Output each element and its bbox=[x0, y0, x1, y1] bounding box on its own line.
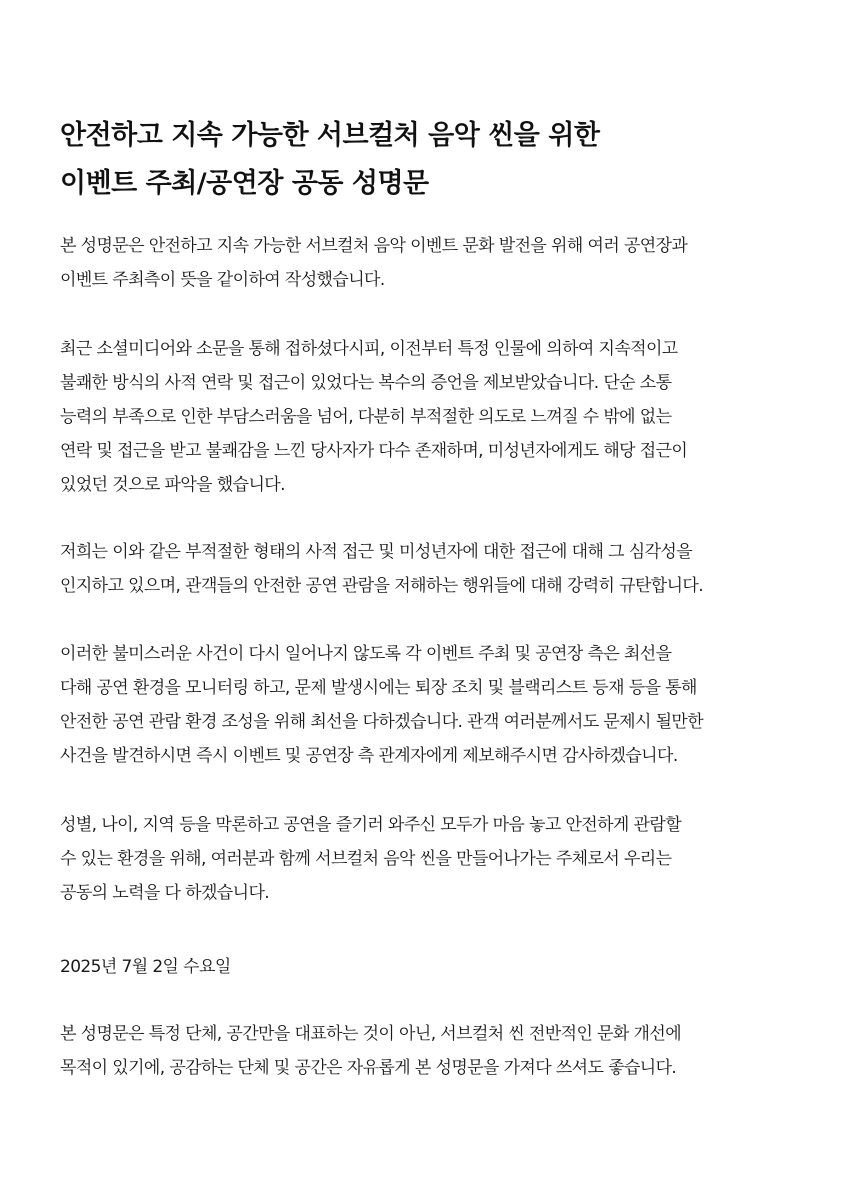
paragraph-commitment bbox=[60, 808, 808, 910]
title-line: 안전하고 지속 가능한 서브컬처 음악 씬을 위한 bbox=[60, 120, 600, 151]
text-line: 이러한 불미스러운 사건이 다시 일어나지 않도록 각 이벤트 주최 및 공연장 측은 최선을 bbox=[60, 644, 672, 664]
paragraph-condemnation bbox=[60, 535, 808, 603]
text-line: 저희는 이와 같은 부적절한 형태의 사적 접근 및 미성년자에 대한 접근에 대해 그 심각성을 bbox=[60, 542, 693, 562]
statement-date bbox=[60, 950, 808, 984]
text-line: 본 성명문은 특정 단체, 공간만을 대표하는 것이 아닌, 서브컬처 씬 전반적인 문화 개선에 bbox=[60, 1024, 682, 1044]
text-line: 성별, 나이, 지역 등을 막론하고 공연을 즐기러 와주신 모두가 마음 놓고 안전하게 관람할 bbox=[60, 815, 682, 835]
paragraph-intro bbox=[60, 229, 808, 297]
page-title bbox=[60, 112, 800, 208]
text-line: 있었던 것으로 파악을 했습니다. bbox=[60, 475, 285, 495]
paragraph-incident bbox=[60, 332, 808, 502]
paragraph-closing bbox=[60, 1017, 808, 1085]
title-line: 이벤트 주최/공연장 공동 성명문 bbox=[60, 168, 429, 199]
text-line: 인지하고 있으며, 관객들의 안전한 공연 관람을 저해하는 행위들에 대해 강력히 규탄합니다. bbox=[60, 576, 704, 596]
text-line: 본 성명문은 안전하고 지속 가능한 서브컬처 음악 이벤트 문화 발전을 위해 여러 공연장과 bbox=[60, 236, 688, 256]
text-line: 능력의 부족으로 인한 부담스러움을 넘어, 다분히 부적절한 의도로 느껴질 수 밖에 없는 bbox=[60, 407, 672, 427]
text-line: 사건을 발견하시면 즉시 이벤트 및 공연장 측 관계자에게 제보해주시면 감사하겠습니다. bbox=[60, 746, 678, 766]
text-line: 안전한 공연 관람 환경 조성을 위해 최선을 다하겠습니다. 관객 여러분께서도 문제시 될만한 bbox=[60, 712, 704, 732]
text-line: 불쾌한 방식의 사적 연락 및 접근이 있었다는 복수의 증언을 제보받았습니다. 단순 소통 bbox=[60, 373, 672, 393]
text-line: 다해 공연 환경을 모니터링 하고, 문제 발생시에는 퇴장 조치 및 블랙리스트 등재 등을 통해 bbox=[60, 678, 697, 698]
text-line: 연락 및 접근을 받고 불쾌감을 느낀 당사자가 다수 존재하며, 미성년자에게도 해당 접근이 bbox=[60, 441, 688, 461]
text-line: 수 있는 환경을 위해, 여러분과 함께 서브컬처 음악 씬을 만들어나가는 주체로서 우리는 bbox=[60, 849, 672, 869]
text-line: 공동의 노력을 다 하겠습니다. bbox=[60, 883, 270, 903]
date-text: 2025년 7월 2일 수요일 bbox=[60, 957, 231, 977]
text-line: 최근 소셜미디어와 소문을 통해 접하셨다시피, 이전부터 특정 인물에 의하여 지속적이고 bbox=[60, 339, 678, 359]
text-line: 이벤트 주최측이 뜻을 같이하여 작성했습니다. bbox=[60, 270, 385, 290]
text-line: 목적이 있기에, 공감하는 단체 및 공간은 자유롭게 본 성명문을 가져다 쓰셔도 좋습니다. bbox=[60, 1058, 677, 1078]
paragraph-measures bbox=[60, 637, 808, 773]
